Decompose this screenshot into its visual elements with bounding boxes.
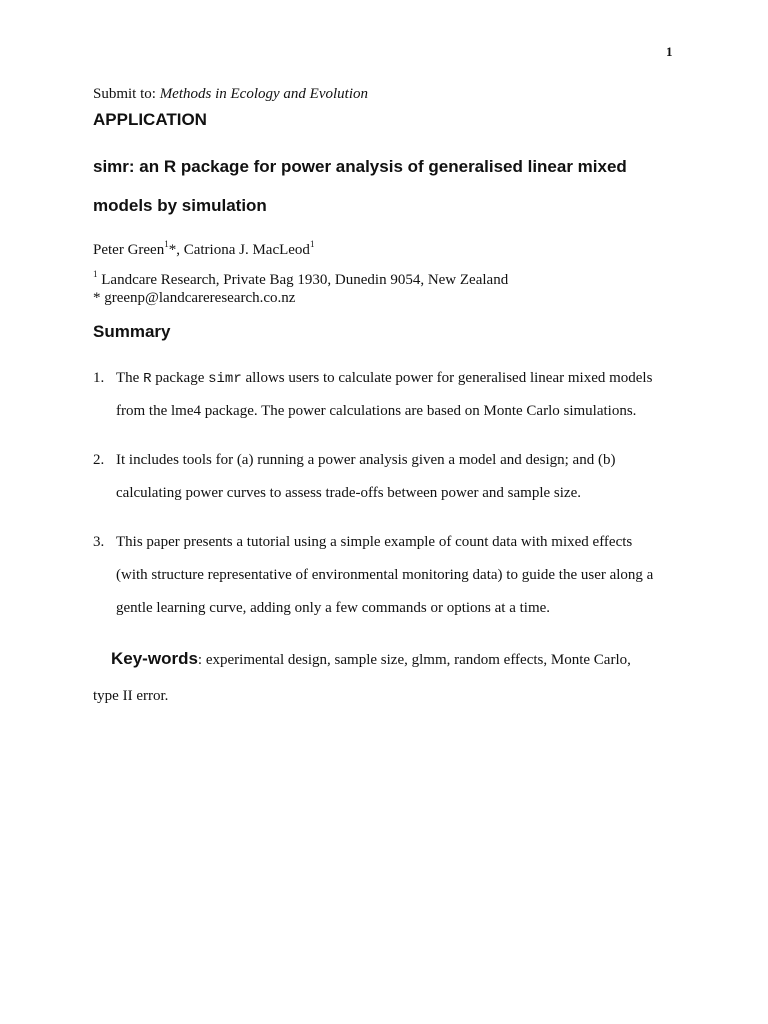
corresponding-mark: *, <box>168 242 184 258</box>
summary-item-3-line-2: (with structure representative of environmental monitoring data) to guide the user along a <box>116 567 654 583</box>
author-2: Catriona J. MacLeod <box>183 242 310 258</box>
code-simr: simr <box>208 371 242 387</box>
summary-item-2-line-1: It includes tools for (a) running a power analysis given a model and design; and (b) <box>116 452 616 468</box>
summary-item-2-line-2: calculating power curves to assess trade-offs between power and sample size. <box>116 485 581 501</box>
contact-email: * greenp@landcareresearch.co.nz <box>93 290 296 306</box>
section-type-heading: APPLICATION <box>93 110 207 129</box>
keywords-label: Key-words <box>111 649 198 668</box>
summary-item-1-number: 1. <box>93 370 105 386</box>
author-1-affiliation-mark: 1 <box>164 239 169 249</box>
author-1: Peter Green <box>93 242 165 258</box>
keywords-line-2: type II error. <box>93 688 169 704</box>
affiliation-text: Landcare Research, Private Bag 1930, Dunedin 9054, New Zealand <box>97 272 509 288</box>
submit-prefix: Submit to: <box>93 86 160 102</box>
keywords-text: : experimental design, sample size, glmm, random effects, Monte Carlo, <box>197 652 631 668</box>
paper-title-line-2: models by simulation <box>93 196 267 215</box>
authors-line <box>93 239 315 259</box>
affiliation-number: 1 <box>93 269 98 279</box>
summary-heading: Summary <box>93 322 171 341</box>
submit-line <box>93 86 368 103</box>
affiliation-line <box>93 269 509 289</box>
summary-item-1-line-2: from the lme4 package. The power calculations are based on Monte Carlo simulations. <box>116 403 637 419</box>
code-r: R <box>143 371 152 387</box>
summary-item-3-line-3: gentle learning curve, adding only a few commands or options at a time. <box>116 600 551 616</box>
page-number: 1 <box>666 44 673 59</box>
summary-item-3-number: 3. <box>93 534 105 550</box>
summary-item-2-number: 2. <box>93 452 105 468</box>
keywords-line-1 <box>111 649 631 669</box>
author-2-affiliation-mark: 1 <box>309 239 315 249</box>
summary-item-3-line-1: This paper presents a tutorial using a simple example of count data with mixed effects <box>116 534 633 550</box>
paper-title-line-1: simr: an R package for power analysis of generalised linear mixed <box>93 157 627 176</box>
summary-item-1-text: allows users to calculate power for generalised linear mixed models <box>241 370 653 386</box>
journal-name: Methods in Ecology and Evolution <box>159 86 368 102</box>
summary-item-1-line-1 <box>116 370 652 387</box>
summary-item-1-text: The <box>116 370 144 386</box>
summary-item-1-text: package <box>151 370 209 386</box>
